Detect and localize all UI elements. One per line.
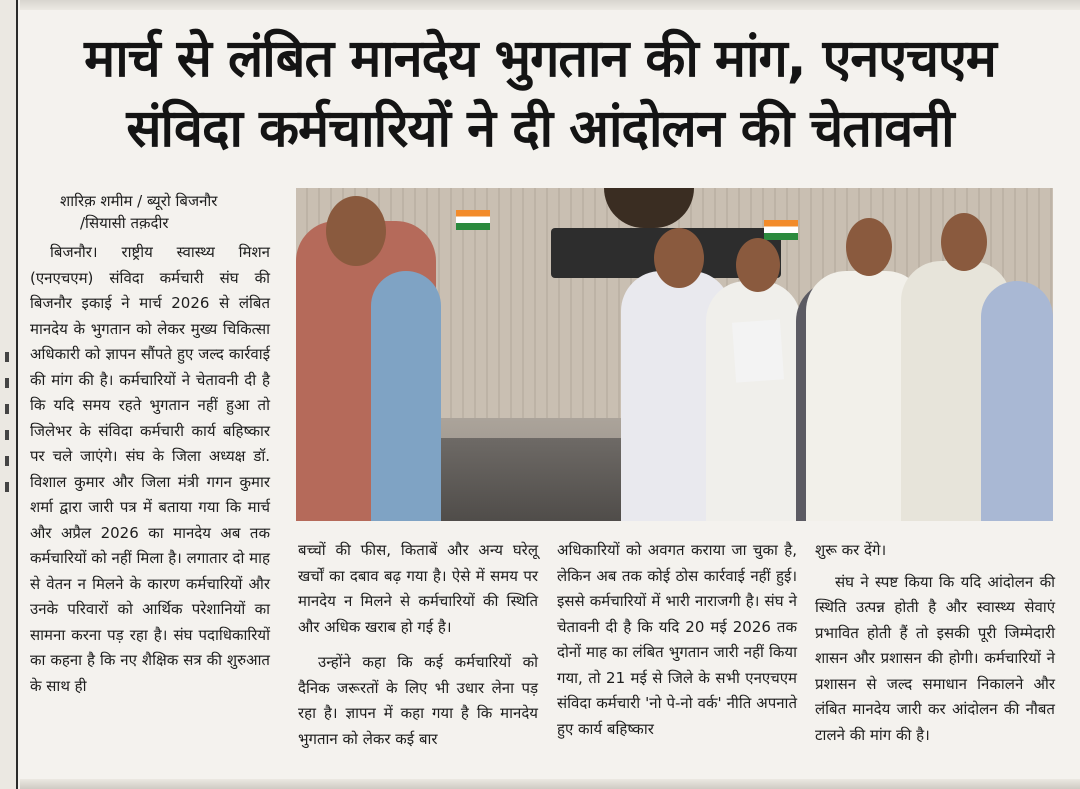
byline-publication: /सियासी तक़दीर: [80, 214, 169, 232]
byline: [60, 190, 270, 234]
person-head: [941, 213, 987, 271]
headline-line-2: संविदा कर्मचारियों ने दी आंदोलन की चेतावनी: [126, 99, 954, 159]
person: [371, 271, 441, 521]
paragraph: शुरू कर देंगे।: [815, 541, 887, 559]
article-column-2: [298, 538, 538, 752]
byline-author: शारिक़ शमीम / ब्यूरो बिजनौर: [60, 192, 218, 210]
paragraph: बच्चों की फीस, किताबें और अन्य घरेलू खर्चों का दबाव बढ़ गया है। ऐसे में समय पर मानदेय न मिलने से कर्मचारियों की स्थिति और अधिक खराब हो गई है।: [298, 541, 538, 636]
top-edge: [20, 0, 1080, 10]
column-rule: [16, 0, 18, 789]
article-column-1: [30, 240, 270, 699]
flag-icon: [456, 210, 490, 230]
adjacent-page-strip: [0, 0, 16, 789]
paragraph: उन्होंने कहा कि कई कर्मचारियों को दैनिक जरूरतों के लिए भी उधार लेना पड़ रहा है। ज्ञापन में कहा गया है कि मानदेय भुगतान को लेकर कई बार: [298, 653, 538, 748]
paragraph: बिजनौर। राष्ट्रीय स्वास्थ्य मिशन (एनएचएम) संविदा कर्मचारी संघ की बिजनौर इकाई ने मार्च 2026 से लंबित मानदेय के भुगतान को लेकर मुख्य चिकित्सा अधिकारी को ज्ञापन सौंपते हुए जल्द कार्रवाई की मांग की है। कर्मचारियों ने चेतावनी दी है कि यदि समय रहते भुगतान नहीं हुआ तो जिलेभर के संविदा कर्मचारी कार्य बहिष्कार पर चले जाएंगे। संघ के जिला अध्यक्ष डॉ. विशाल कुमार और जिला मंत्री गगन कुमार शर्मा द्वारा जारी पत्र में बताया गया कि मार्च और अप्रैल 2026 का मानदेय अब तक कर्मचारियों को नहीं मिला है। लगातार दो माह से वेतन न मिलने के कारण कर्मचारियों और उनके परिवारों को आर्थिक परेशानियों का सामना करना पड़ रहा है। संघ पदाधिकारियों का कहना है कि नए शैक्षिक सत्र की शुरुआत के साथ ही: [30, 243, 270, 695]
person-head: [326, 196, 386, 266]
person-head: [654, 228, 704, 288]
memorandum-paper: [732, 319, 784, 382]
headline-line-1: मार्च से लंबित मानदेय भुगतान की मांग, एनएचएम: [84, 29, 996, 89]
person: [706, 281, 801, 521]
bottom-edge: [20, 779, 1080, 789]
person-head: [736, 238, 780, 292]
article-column-3: [557, 538, 797, 742]
person: [981, 281, 1053, 521]
flag-icon: [764, 220, 798, 240]
news-photo: [296, 188, 1053, 521]
article-column-4: [815, 538, 1055, 748]
paragraph: अधिकारियों को अवगत कराया जा चुका है, लेकिन अब तक कोई ठोस कार्रवाई नहीं हुई। इससे कर्मचारियों में भारी नाराजगी है। संघ ने चेतावनी दी है कि यदि 20 मई 2026 तक दोनों माह का लंबित भुगतान जारी नहीं किया गया, तो 21 मई से जिले के सभी एनएचएम संविदा कर्मचारी 'नो पे-नो वर्क' नीति अपनाते हुए कार्य बहिष्कार: [557, 541, 797, 738]
paragraph: संघ ने स्पष्ट किया कि यदि आंदोलन की स्थिति उत्पन्न होती है और स्वास्थ्य सेवाएं प्रभावित होती हैं तो इसकी पूरी जिम्मेदारी शासन और प्रशासन की होगी। कर्मचारियों ने प्रशासन से जल्द समाधान निकालने और लंबित मानदेय जारी कर आंदोलन की नौबत टालने की मांग की है।: [815, 572, 1055, 744]
person-head: [846, 218, 892, 276]
headline: [30, 24, 1050, 164]
